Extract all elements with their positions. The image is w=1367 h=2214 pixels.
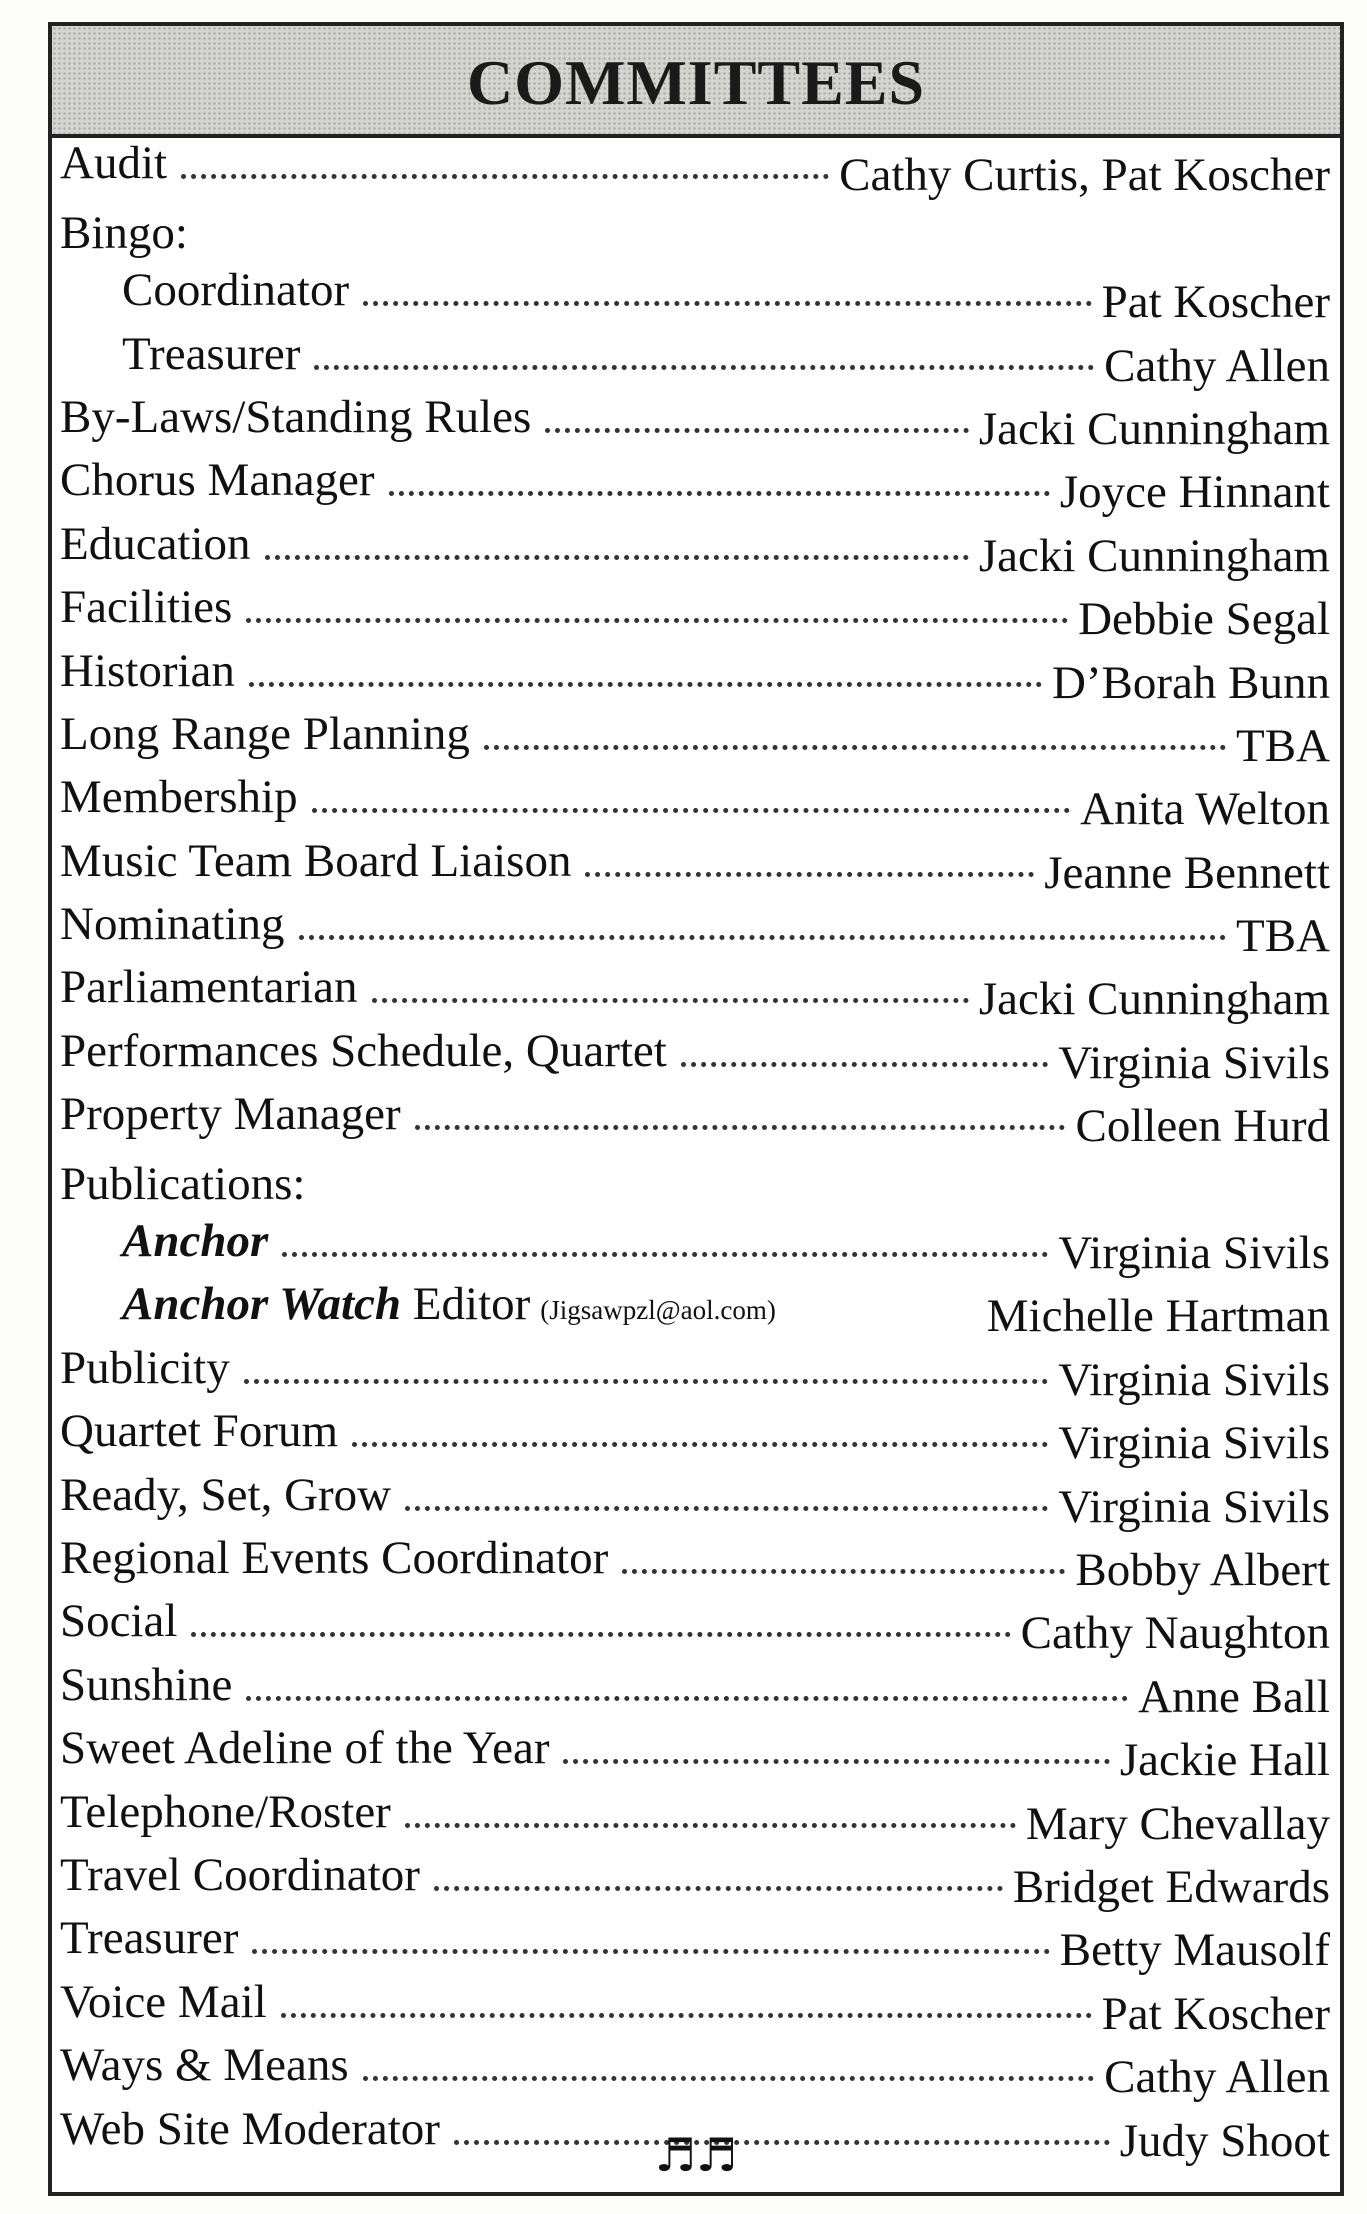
committee-label: Quartet Forum bbox=[60, 1405, 339, 1458]
committee-label: Facilities bbox=[60, 581, 233, 634]
dot-leader bbox=[389, 491, 1050, 496]
committee-row-anchor bbox=[52, 1216, 1340, 1279]
committee-label: Social bbox=[60, 1595, 178, 1648]
committee-row-audit bbox=[52, 138, 1340, 201]
committee-member: Jeanne Bennett bbox=[1044, 846, 1330, 899]
committee-row-telephone-roster bbox=[52, 1786, 1340, 1849]
dot-leader bbox=[299, 935, 1226, 940]
dot-leader bbox=[191, 1632, 1010, 1637]
committee-row-sunshine bbox=[52, 1659, 1340, 1722]
committee-label: Education bbox=[60, 517, 251, 570]
committee-row-nominating bbox=[52, 899, 1340, 962]
dot-leader bbox=[405, 1506, 1048, 1511]
committee-member: TBA bbox=[1236, 910, 1330, 963]
committee-label: Ways & Means bbox=[60, 2039, 349, 2092]
committee-label: Anchor Watch bbox=[122, 1278, 402, 1331]
dot-leader bbox=[244, 1379, 1048, 1384]
dot-leader bbox=[681, 1062, 1048, 1067]
committee-row-parliamentarian bbox=[52, 962, 1340, 1025]
committee-member: Cathy Naughton bbox=[1020, 1607, 1330, 1660]
committee-row-anchor-watch bbox=[52, 1279, 1340, 1342]
committee-member: Jacki Cunningham bbox=[978, 402, 1330, 455]
committee-member: Virginia Sivils bbox=[1058, 1417, 1330, 1470]
committee-member: Virginia Sivils bbox=[1058, 1227, 1330, 1280]
committee-label: Regional Events Coordinator bbox=[60, 1531, 609, 1584]
committee-member: Cathy Allen bbox=[1104, 339, 1330, 392]
dot-leader bbox=[281, 2013, 1092, 2018]
dot-leader bbox=[434, 1886, 1003, 1891]
title-bar bbox=[52, 26, 1340, 138]
committee-member: Virginia Sivils bbox=[1058, 1036, 1330, 1089]
committee-row-facilities bbox=[52, 582, 1340, 645]
committee-label: Historian bbox=[60, 644, 235, 697]
dot-leader bbox=[352, 1442, 1048, 1447]
dot-leader bbox=[312, 808, 1071, 813]
committee-label: Performances Schedule, Quartet bbox=[60, 1024, 667, 1077]
committee-member: Betty Mausolf bbox=[1059, 1924, 1330, 1977]
committee-label-group bbox=[122, 1278, 782, 1342]
committee-member: Virginia Sivils bbox=[1058, 1480, 1330, 1533]
committee-label: Chorus Manager bbox=[60, 454, 375, 507]
committee-label: Publications: bbox=[60, 1157, 306, 1210]
committee-row-performances-schedule bbox=[52, 1025, 1340, 1088]
committee-label: Telephone/Roster bbox=[60, 1785, 391, 1838]
committee-member: Bridget Edwards bbox=[1012, 1860, 1330, 1913]
committee-member: Jackie Hall bbox=[1119, 1734, 1330, 1787]
committee-member: Judy Shoot bbox=[1119, 2114, 1330, 2167]
committee-row-bylaws bbox=[52, 392, 1340, 455]
committee-label-suffix: Editor bbox=[412, 1278, 531, 1331]
dot-leader bbox=[372, 998, 969, 1003]
committee-label: Long Range Planning bbox=[60, 707, 470, 760]
committee-label: Membership bbox=[60, 771, 298, 824]
committee-row-long-range-planning bbox=[52, 709, 1340, 772]
committee-list bbox=[52, 138, 1340, 2167]
committee-row-travel-coordinator bbox=[52, 1850, 1340, 1913]
committee-member: Cathy Allen bbox=[1104, 2051, 1330, 2104]
committee-row-publicity bbox=[52, 1342, 1340, 1405]
committee-row-treasurer bbox=[52, 1913, 1340, 1976]
committee-member: Cathy Curtis, Pat Koscher bbox=[839, 149, 1330, 202]
committee-member: Debbie Segal bbox=[1078, 593, 1330, 646]
committee-member: Colleen Hurd bbox=[1075, 1100, 1330, 1153]
committee-label: Ready, Set, Grow bbox=[60, 1468, 392, 1521]
committee-label: Travel Coordinator bbox=[60, 1848, 420, 1901]
committee-label: Audit bbox=[60, 137, 168, 190]
committees-box bbox=[48, 22, 1344, 2196]
music-notes-icon: ♬♬ bbox=[654, 2128, 738, 2182]
page-title: COMMITTEES bbox=[466, 47, 926, 118]
dot-leader bbox=[246, 1696, 1128, 1701]
dot-leader bbox=[252, 1949, 1049, 1954]
committee-row-historian bbox=[52, 645, 1340, 708]
committee-row-publications bbox=[52, 1152, 1340, 1215]
committee-row-membership bbox=[52, 772, 1340, 835]
committee-label: Sunshine bbox=[60, 1658, 233, 1711]
dot-leader bbox=[363, 301, 1091, 306]
dot-leader bbox=[282, 1252, 1048, 1257]
dot-leader bbox=[545, 428, 969, 433]
dot-leader bbox=[246, 618, 1068, 623]
committee-row-bingo-coordinator bbox=[52, 265, 1340, 328]
committee-label: Parliamentarian bbox=[60, 961, 358, 1014]
committee-member: Michelle Hartman bbox=[986, 1290, 1330, 1343]
committee-row-education bbox=[52, 518, 1340, 581]
committee-member: Mary Chevallay bbox=[1025, 1797, 1330, 1850]
dot-leader bbox=[585, 872, 1034, 877]
committee-member: D’Borah Bunn bbox=[1051, 656, 1330, 709]
committee-label: Anchor bbox=[122, 1215, 269, 1268]
committee-label: Music Team Board Liaison bbox=[60, 834, 572, 887]
dot-leader bbox=[265, 555, 969, 560]
committee-row-regional-events bbox=[52, 1533, 1340, 1596]
committee-row-social bbox=[52, 1596, 1340, 1659]
committee-row-bingo-treasurer bbox=[52, 328, 1340, 391]
dot-leader bbox=[563, 1759, 1109, 1764]
committee-row-sweet-adeline bbox=[52, 1723, 1340, 1786]
committee-row-ready-set-grow bbox=[52, 1469, 1340, 1532]
committee-label: Sweet Adeline of the Year bbox=[60, 1722, 550, 1775]
committee-label: Publicity bbox=[60, 1341, 230, 1394]
committee-row-voice-mail bbox=[52, 1976, 1340, 2039]
committee-member: Anita Welton bbox=[1080, 783, 1330, 836]
dot-leader bbox=[181, 174, 829, 179]
committee-member: TBA bbox=[1236, 719, 1330, 772]
committee-label: Voice Mail bbox=[60, 1975, 267, 2028]
committee-label: Nominating bbox=[60, 898, 285, 951]
committee-label: By-Laws/Standing Rules bbox=[60, 390, 532, 443]
committee-member: Jacki Cunningham bbox=[978, 529, 1330, 582]
committee-label: Treasurer bbox=[60, 1912, 239, 1965]
committee-member: Virginia Sivils bbox=[1058, 1353, 1330, 1406]
editor-email: (Jigsawpzl@aol.com) bbox=[540, 1295, 776, 1326]
committee-label: Property Manager bbox=[60, 1088, 401, 1141]
committee-member: Pat Koscher bbox=[1101, 276, 1330, 329]
dot-leader bbox=[314, 365, 1094, 370]
committee-label: Treasurer bbox=[122, 327, 301, 380]
dot-leader bbox=[415, 1125, 1066, 1130]
committee-row-chorus-manager bbox=[52, 455, 1340, 518]
dot-leader bbox=[363, 2076, 1095, 2081]
committee-member: Pat Koscher bbox=[1101, 1987, 1330, 2040]
committee-row-music-team-liaison bbox=[52, 835, 1340, 898]
dot-leader bbox=[622, 1569, 1065, 1574]
committee-member: Bobby Albert bbox=[1075, 1543, 1330, 1596]
committee-label: Coordinator bbox=[122, 264, 350, 317]
committee-member: Anne Ball bbox=[1138, 1670, 1330, 1723]
committee-member: Joyce Hinnant bbox=[1059, 466, 1330, 519]
committee-row-bingo bbox=[52, 201, 1340, 264]
dot-leader bbox=[405, 1823, 1016, 1828]
committee-row-ways-means bbox=[52, 2040, 1340, 2103]
dot-leader bbox=[249, 682, 1042, 687]
committee-label: Web Site Moderator bbox=[60, 2102, 440, 2155]
committee-member: Jacki Cunningham bbox=[978, 973, 1330, 1026]
committee-row-quartet-forum bbox=[52, 1406, 1340, 1469]
dot-leader bbox=[484, 745, 1226, 750]
committee-label: Bingo: bbox=[60, 206, 188, 259]
committee-row-property-manager bbox=[52, 1089, 1340, 1152]
